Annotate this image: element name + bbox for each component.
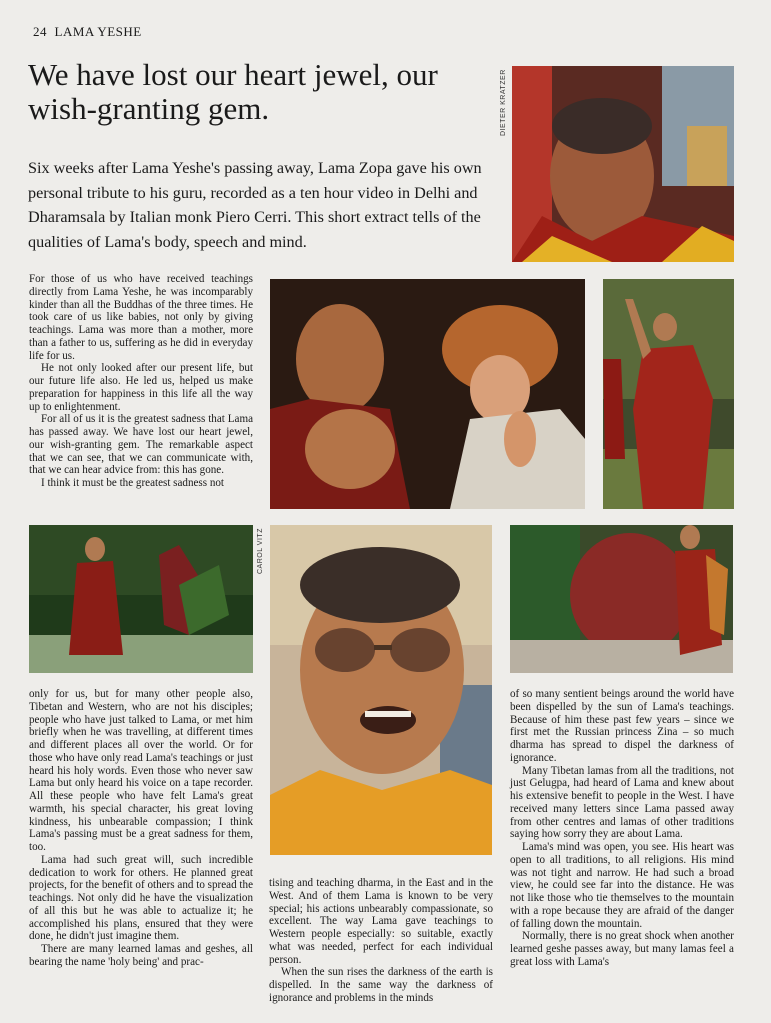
paragraph: When the sun rises the darkness of the earth is dispelled. In the same way the darkness of ignorance and problems in the minds bbox=[269, 966, 493, 1004]
paragraph: Normally, there is no great shock when another learned geshe passes away, but many lamas feel a great loss with Lama's bbox=[510, 930, 734, 968]
paragraph: There are many learned lamas and geshes, all bearing the name 'holy being' and prac- bbox=[29, 943, 253, 968]
text-column-top bbox=[29, 273, 253, 490]
text-column-left bbox=[29, 688, 253, 969]
page-header bbox=[33, 24, 142, 40]
page-number: 24 bbox=[33, 24, 47, 39]
photo-credit-top: DIETER KRATZER bbox=[500, 69, 507, 136]
photo-lama-among-plants bbox=[29, 525, 253, 673]
photo-lama-portrait-eyes-closed bbox=[512, 66, 734, 262]
paragraph: of so many sentient beings around the world have been dispelled by the sun of Lama's teachings. Because of him these past few years – since we first met the Russian princess Zina – so much dharma has spread to dispel the darkness of ignorance. bbox=[510, 688, 734, 764]
text-column-right bbox=[510, 688, 734, 969]
running-title: LAMA YESHE bbox=[54, 24, 142, 39]
paragraph: He not only looked after our present life, but our future life also. He led us, helped us make preparation for happiness in this life all the way up to enlightenment. bbox=[29, 362, 253, 413]
paragraph: I think it must be the greatest sadness not bbox=[41, 477, 225, 489]
photo-lama-with-red-plants bbox=[510, 525, 733, 673]
paragraph: Many Tibetan lamas from all the traditions, not just Gelugpa, had heard of Lama and knew about his extensive benefit to people in the West. I have received many letters since Lama passed away from other centres and lamas of other traditions saying how sorry they are about Lama. bbox=[510, 764, 734, 841]
paragraph: For those of us who have received teachings directly from Lama Yeshe, he was incomparably kinder than all the Buddhas of the three times. He took care of us like babies, not only by giving teachings. Lama was more than a mother, more than a father to us, suffering as he did in everyday life for us. bbox=[29, 273, 253, 362]
paragraph: tising and teaching dharma, in the East and in the West. And of them Lama is known to be very special; his actions unbearably compassionate, so excellent. The way Lama gave teachings to Western people especially: so suitable, exactly what was needed, perfect for each individual person. bbox=[269, 877, 493, 966]
article-title: We have lost our heart jewel, our wish-granting gem. bbox=[28, 57, 438, 126]
text-column-middle bbox=[269, 877, 493, 1005]
photo-credit-center: CAROL VITZ bbox=[257, 528, 264, 574]
photo-lama-with-doctor bbox=[270, 279, 585, 509]
paragraph: Lama had such great will, such incredible dedication to work for others. He planned great projects, for the benefit of others and to spread the teachings. Not only did he have the visualization of all this but he was able to actualize it; he accomplished his plans, ensured that they were done, he didn't just imagine them. bbox=[29, 853, 253, 943]
paragraph: only for us, but for many other people also, Tibetan and Western, who are not his disciples; people who have just talked to Lama, or met him briefly when he was travelling, at different times and different places all over the world. Or for those who have only read Lama's teachings or just heard his holy words. Even those who never saw Lama but only heard his voice on a tape recorder. All these people who have felt Lama's great warmth, his special character, his great loving kindness, his unbearable compassion; I think Lama's passing must be a great sadness for them, too. bbox=[29, 688, 253, 853]
photo-lama-laughing-sunglasses bbox=[270, 525, 492, 855]
paragraph: For all of us it is the greatest sadness that Lama has passed away. We have lost our heart jewel, our wish-granting gem. The remarkable aspect that we can see, that we can communicate with, that we can hear advice from: this has gone. bbox=[29, 413, 253, 477]
paragraph: Lama's mind was open, you see. His heart was open to all traditions, to all religions. His mind was not tight and narrow. He had such a broad view, he could see far into the distance. He was not like those who tie themselves to the mountain with a rope because they are afraid of the danger of falling down the mountain. bbox=[510, 841, 734, 930]
photo-lama-standing-arm-raised bbox=[603, 279, 734, 509]
article-intro: Six weeks after Lama Yeshe's passing away, Lama Zopa gave his own personal tribute to his guru, recorded as a ten hour video in Delhi and Dharamsala by Italian monk Piero Cerri. This short extract tells of the qualities of Lama's body, speech and mind. bbox=[28, 159, 482, 251]
